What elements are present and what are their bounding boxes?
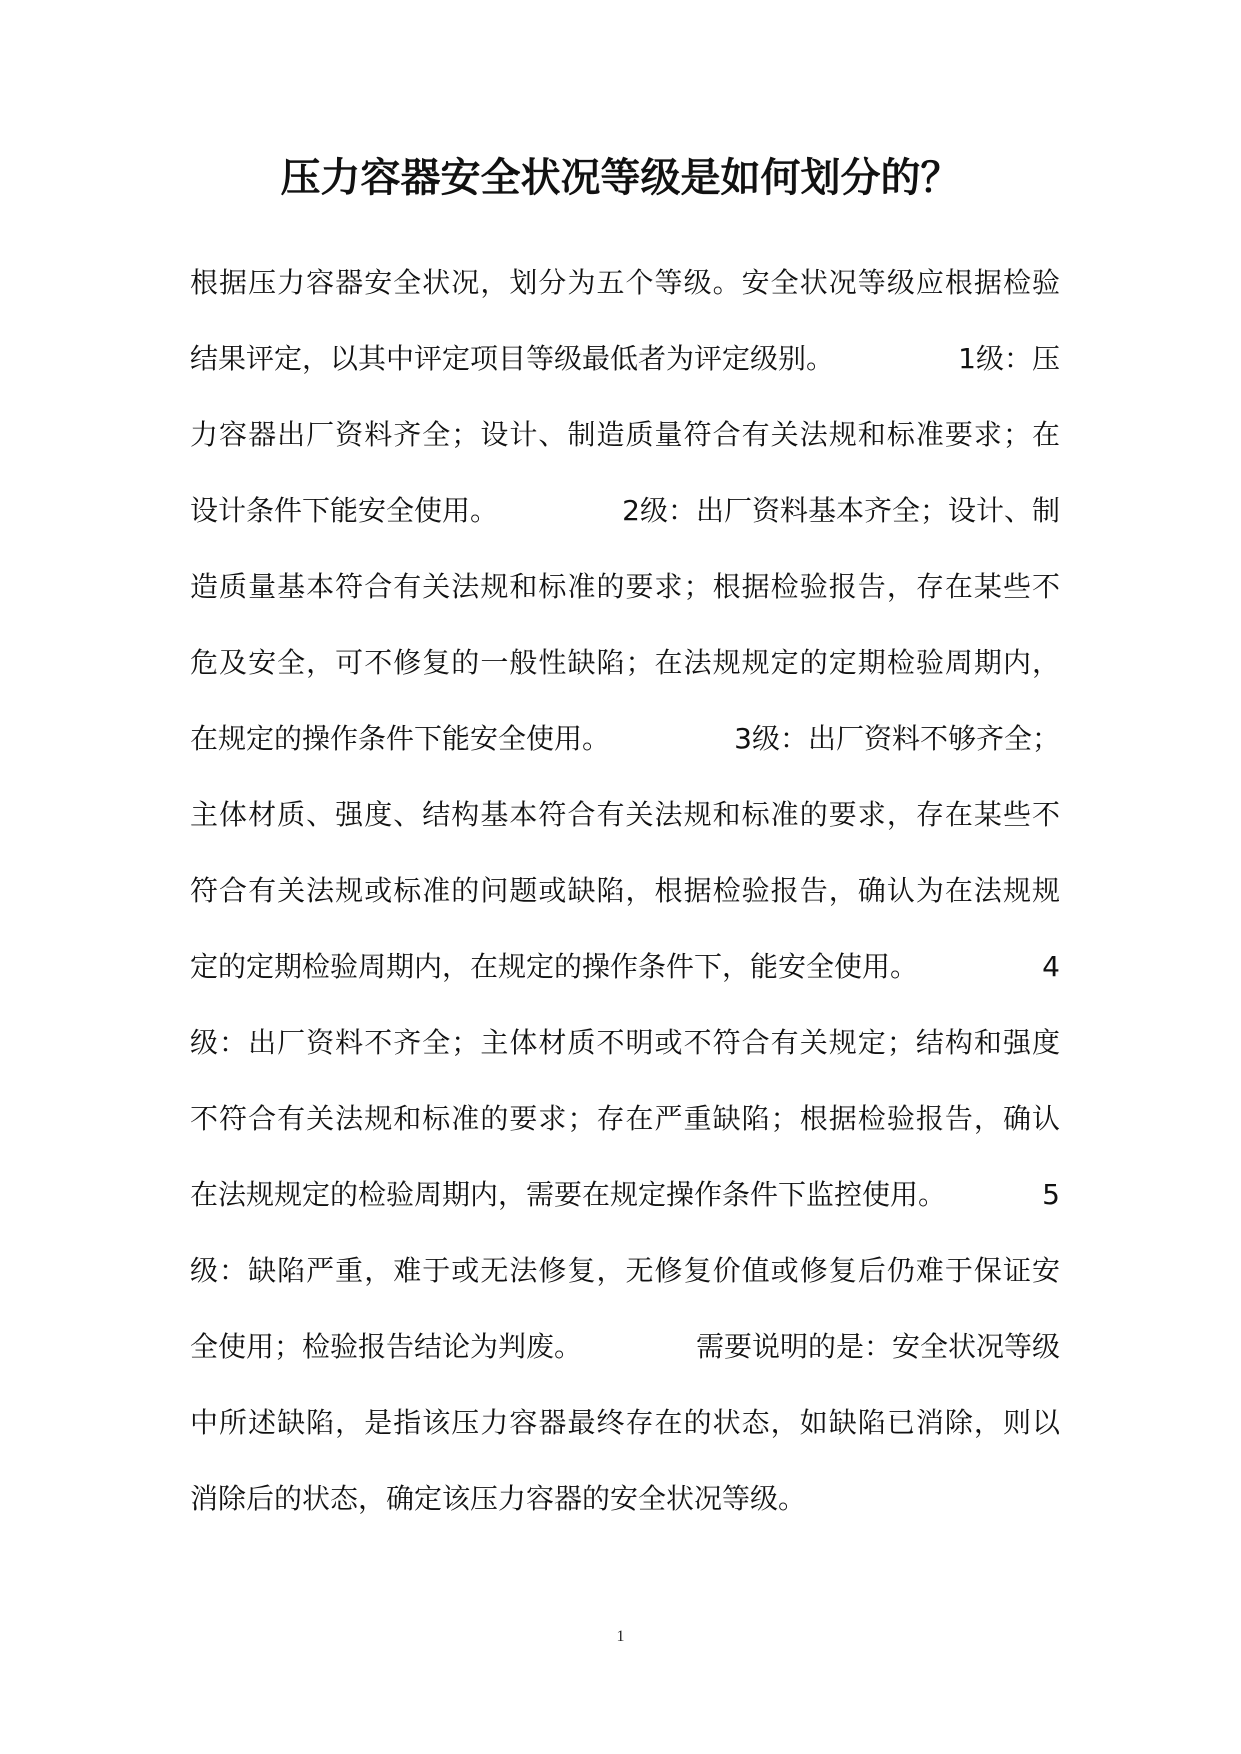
text-line <box>190 334 1060 410</box>
text-line-content: 不符合有关法规和标准的要求；存在严重缺陷；根据检验报告，确认 <box>190 1102 1060 1135</box>
text-line-left: 设计条件下能安全使用。 <box>190 494 499 527</box>
text-line <box>190 1094 1060 1170</box>
text-line <box>190 1246 1060 1322</box>
text-line-right: 2级：出厂资料基本齐全；设计、制 <box>622 494 1060 527</box>
text-line <box>190 1398 1060 1474</box>
text-line <box>190 1322 1060 1398</box>
text-line <box>190 714 1060 790</box>
text-line-right: 4 <box>1042 950 1060 983</box>
text-line-left: 在规定的操作条件下能安全使用。 <box>190 722 611 755</box>
text-line-right: 1级：压 <box>958 342 1060 375</box>
text-line <box>190 638 1060 714</box>
text-line <box>190 486 1060 562</box>
text-line-left: 结果评定，以其中评定项目等级最低者为评定级别。 <box>190 342 835 375</box>
text-line <box>190 1018 1060 1094</box>
text-line-content: 力容器出厂资料齐全；设计、制造质量符合有关法规和标准要求；在 <box>190 418 1060 451</box>
text-line-content: 级：出厂资料不齐全；主体材质不明或不符合有关规定；结构和强度 <box>190 1026 1060 1059</box>
text-line-right: 5 <box>1042 1178 1060 1211</box>
text-line <box>190 1170 1060 1246</box>
text-line-content: 级：缺陷严重，难于或无法修复，无修复价值或修复后仍难于保证安 <box>190 1254 1060 1287</box>
document-title: 压力容器安全状况等级是如何划分的？ <box>280 155 961 201</box>
text-line-content: 消除后的状态，确定该压力容器的安全状况等级。 <box>190 1482 807 1515</box>
text-line <box>190 942 1060 1018</box>
text-line-left: 在法规规定的检验周期内，需要在规定操作条件下监控使用。 <box>190 1178 947 1211</box>
text-line <box>190 410 1060 486</box>
text-line <box>190 562 1060 638</box>
text-line-content: 根据压力容器安全状况，划分为五个等级。安全状况等级应根据检验 <box>190 266 1060 299</box>
text-line-content: 符合有关法规或标准的问题或缺陷，根据检验报告，确认为在法规规 <box>190 874 1060 907</box>
text-line-right: 3级：出厂资料不够齐全； <box>734 722 1060 755</box>
text-line <box>190 790 1060 866</box>
text-line <box>190 866 1060 942</box>
text-line-right: 需要说明的是：安全状况等级 <box>695 1330 1060 1363</box>
text-line-content: 主体材质、强度、结构基本符合有关法规和标准的要求，存在某些不 <box>190 798 1060 831</box>
text-line-content: 造质量基本符合有关法规和标准的要求；根据检验报告，存在某些不 <box>190 570 1060 603</box>
text-line <box>190 258 1060 334</box>
text-line-left: 定的定期检验周期内，在规定的操作条件下，能安全使用。 <box>190 950 919 983</box>
body-text <box>190 258 1060 1550</box>
text-line <box>190 1474 1060 1550</box>
text-line-content: 危及安全，可不修复的一般性缺陷；在法规规定的定期检验周期内， <box>190 646 1060 679</box>
page-number: 1 <box>616 1628 625 1645</box>
text-line-left: 全使用；检验报告结论为判废。 <box>190 1330 583 1363</box>
text-line-content: 中所述缺陷，是指该压力容器最终存在的状态，如缺陷已消除，则以 <box>190 1406 1060 1439</box>
